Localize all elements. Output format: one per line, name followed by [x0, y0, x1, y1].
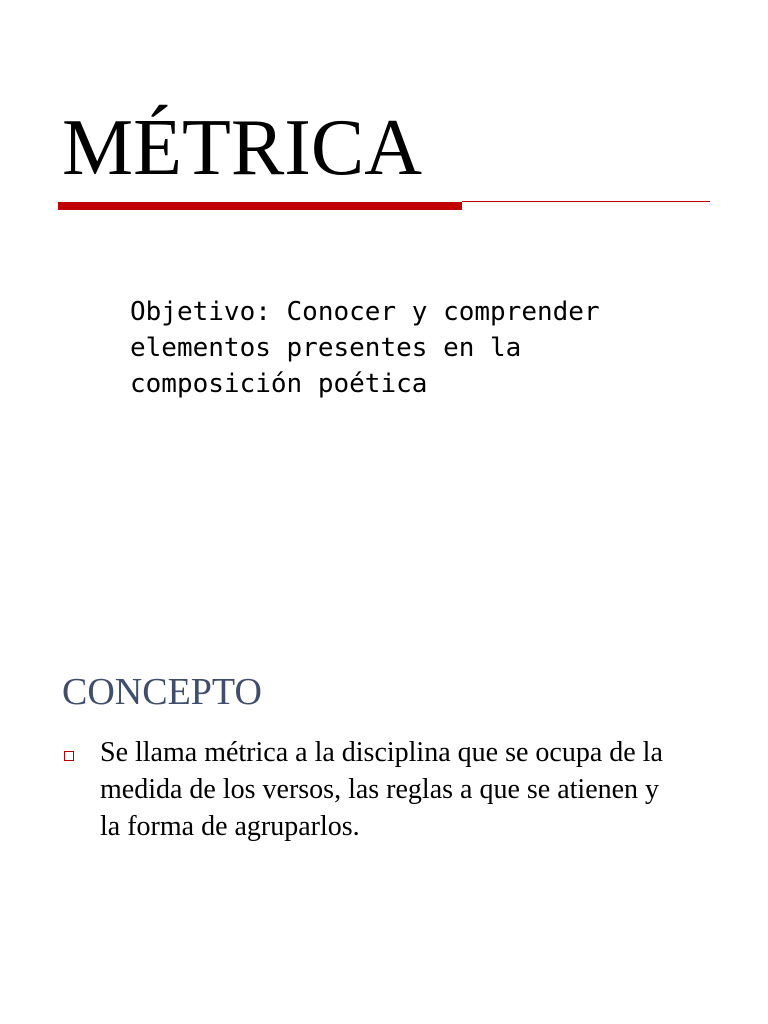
bullet-text: [100, 734, 722, 845]
objective-line: composición poética: [130, 369, 428, 399]
title-underline-thin: [462, 201, 710, 202]
objective-text: [130, 294, 690, 402]
bullet-line: Se llama métrica a la disciplina que se ocupa de la: [100, 737, 663, 768]
bullet-line: la forma de agruparlos.: [100, 811, 360, 842]
bullet-line: medida de los versos, las reglas a que se atienen y: [100, 774, 660, 805]
list-item: [62, 734, 722, 845]
hollow-square-bullet-icon: [64, 751, 74, 761]
objective-line: elementos presentes en la: [130, 333, 522, 363]
title-underline-thick: [58, 202, 462, 210]
slide-title-heading: MÉTRICA: [62, 104, 422, 192]
concept-heading: CONCEPTO: [62, 671, 262, 713]
slide-concept: [0, 512, 768, 1024]
concept-bullet-list: [62, 734, 722, 845]
objective-line: Objetivo: Conocer y comprender: [130, 297, 600, 327]
